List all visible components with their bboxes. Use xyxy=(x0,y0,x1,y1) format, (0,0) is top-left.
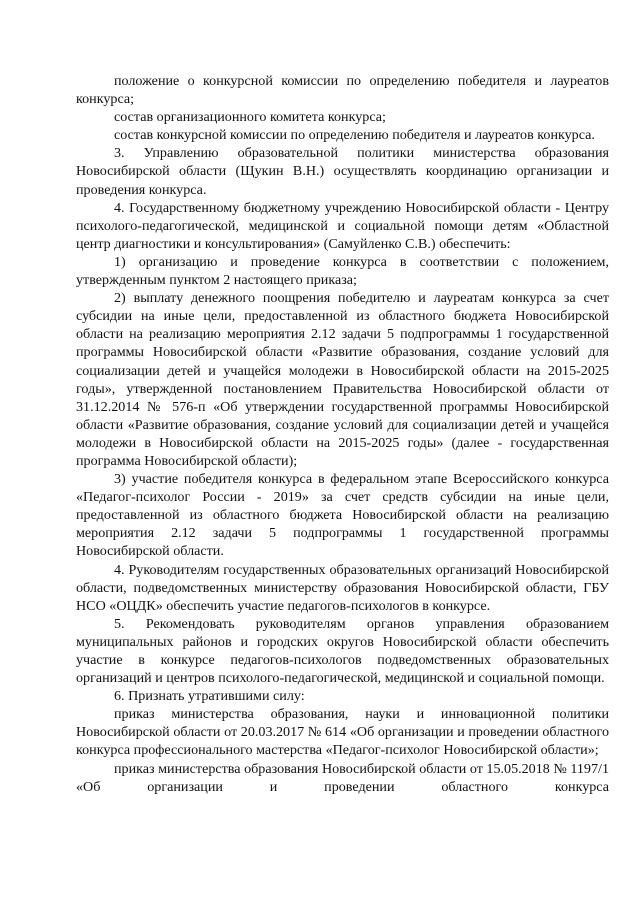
document-body xyxy=(76,72,609,796)
paragraph-item-4-2: 2) выплату денежного поощрения победителю и лауреатам конкурса за счет субсидии на иные цели, предоставленной из областного бюджета Новосибирской области на реализацию мероприятия 2.12 задачи 5 подпрограммы 1 государственной программы Новосибирской области «Развитие образования, создание условий для социализации детей и учащейся молодежи в Новосибирской области на 2015-2025 годы», утвержденной постановлением Правительства Новосибирской области от 31.12.2014 № 576-п «Об утверждении государственной программы Новосибирской области «Развитие образования, создание условий для социализации детей и учащейся молодежи в Новосибирской области на 2015-2025 годы» (далее - государственная программа Новосибирской области); xyxy=(76,290,609,469)
paragraph-item-6: 6. Признать утратившими силу: xyxy=(114,688,305,705)
paragraph-item-4-1: 1) организацию и проведение конкурса в соответствии с положением, утвержденным пунктом 2 настоящего приказа; xyxy=(76,253,609,289)
paragraph-item-4b: 4. Руководителям государственных образовательных организаций Новосибирской области, подведомственных министерству образования Новосибирской области, ГБУ НСО «ОЦДК» обеспечить участие педагогов-психологов в конкурсе. xyxy=(76,561,609,614)
paragraph-repealed-order-1: приказ министерства образования, науки и инновационной политики Новосибирской области от 20.03.2017 № 614 «Об организации и проведении областного конкурса профессионального мастерства «Педагог-психолог Новосибирской области»; xyxy=(76,706,609,759)
paragraph-org-committee: состав организационного комитета конкурса; xyxy=(114,109,386,126)
paragraph-repealed-order-2: приказ министерства образования Новосибирской области от 15.05.2018 № 1197/1 «Об организации и проведении областного конкурса xyxy=(76,760,609,795)
paragraph-item-5: 5. Рекомендовать руководителям органов управления образованием муниципальных районов и городских округов Новосибирской области обеспечить участие в конкурсе педагогов-психологов подведомственных образовательных организаций и центров психолого-педагогической, медицинской и социальной помощи. xyxy=(76,615,609,687)
paragraph-item-3: 3. Управлению образовательной политики министерства образования Новосибирской области (Щукин В.Н.) осуществлять координацию организации и проведения конкурса. xyxy=(76,145,609,198)
paragraph-commission-composition: состав конкурсной комиссии по определению победителя и лауреатов конкурса. xyxy=(114,127,595,144)
paragraph-commission-regulation: положение о конкурсной комиссии по определению победителя и лауреатов конкурса; xyxy=(76,73,609,108)
paragraph-item-4-3: 3) участие победителя конкурса в федеральном этапе Всероссийского конкурса «Педагог-психолог России - 2019» за счет средств субсидии на иные цели, предоставленной из областного бюджета Новосибирской области на реализацию мероприятия 2.12 задачи 5 подпрограммы 1 государственной программы Новосибирской области. xyxy=(76,471,609,560)
paragraph-item-4: 4. Государственному бюджетному учреждению Новосибирской области - Центру психолого-педагогической, медицинской и социальной помощи детям «Областной центр диагностики и консультирования» (Самуйленко С.В.) обеспечить: xyxy=(76,199,609,252)
